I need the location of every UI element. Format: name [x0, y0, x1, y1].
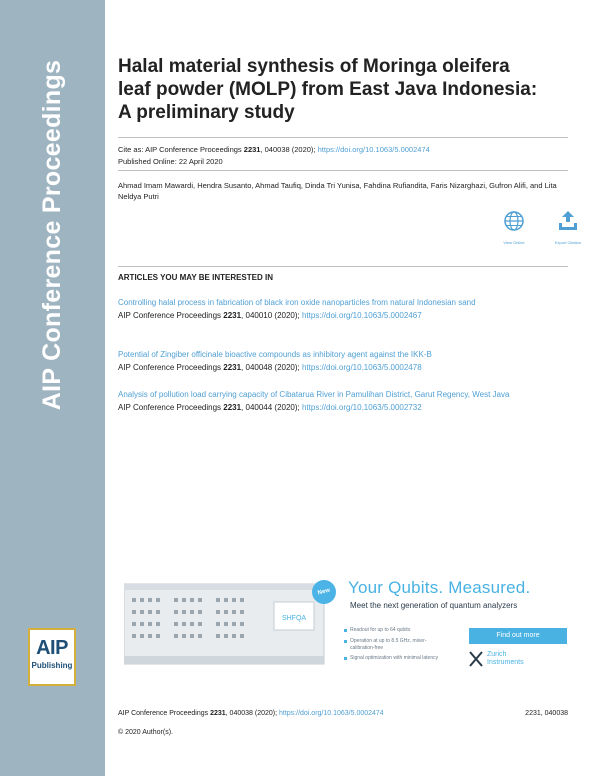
journal-sidebar: [0, 0, 105, 776]
zurich-instruments-x-icon: [469, 651, 483, 667]
related-article: [118, 297, 568, 321]
footer-citation: [118, 710, 384, 717]
footer-cite-prefix: AIP Conference Proceedings: [118, 710, 211, 717]
quantum-analyzer-device-image: [124, 578, 334, 670]
citation-volume: 2231: [223, 403, 242, 412]
main-content: [118, 0, 582, 776]
cite-prefix: Cite as: AIP Conference Proceedings: [118, 145, 244, 154]
published-date: Published Online: 22 April 2020: [118, 157, 223, 166]
related-article-title-link[interactable]: Analysis of pollution load carrying capacity of Cibatarua River in Pamulihan District, Garut Regency, West Java: [118, 390, 510, 399]
export-citation-button[interactable]: [548, 210, 588, 245]
journal-title: AIP Conference Proceedings: [38, 59, 66, 411]
ad-headline: Your Qubits. Measured.: [348, 578, 531, 597]
globe-icon: [503, 210, 525, 232]
divider: [118, 170, 568, 171]
divider: [118, 266, 568, 267]
divider: [118, 137, 568, 138]
cite-suffix: , 040038 (2020);: [260, 145, 318, 154]
cite-volume: 2231: [243, 145, 261, 154]
citation-prefix: AIP Conference Proceedings: [118, 363, 224, 372]
logo-text-aip: AIP: [36, 637, 68, 659]
footer-cite-suffix: , 040038 (2020);: [225, 710, 279, 717]
footer-page-number: 2231, 040038: [525, 710, 568, 717]
citation-volume: 2231: [223, 311, 242, 320]
related-article: [118, 389, 568, 413]
citation-suffix: , 040010 (2020);: [241, 311, 302, 320]
related-article-title-link[interactable]: Controlling halal process in fabrication of black iron oxide nanoparticles from natural Indonesian sand: [118, 298, 476, 307]
citation-prefix: AIP Conference Proceedings: [118, 311, 224, 320]
view-online-label: View Online: [503, 240, 525, 245]
related-article-citation: [118, 362, 568, 373]
citation-suffix: , 040044 (2020);: [241, 403, 302, 412]
company-name-line-1: Zurich: [487, 651, 507, 658]
related-article-doi-link[interactable]: https://doi.org/10.1063/5.0002467: [301, 311, 422, 320]
related-article-citation: [118, 402, 568, 413]
footer-cite-volume: 2231: [210, 710, 226, 717]
find-out-more-button[interactable]: Find out more: [469, 628, 567, 644]
paper-doi-link[interactable]: https://doi.org/10.1063/5.0002474: [317, 145, 430, 154]
footer-doi-link[interactable]: https://doi.org/10.1063/5.0002474: [279, 710, 384, 717]
logo-text-publishing: Publishing: [31, 661, 73, 670]
paper-title: Halal material synthesis of Moringa oleifera leaf powder (MOLP) from East Java Indonesia: A preliminary study: [118, 56, 538, 123]
ad-bullet: Readout for up to 64 qubits: [350, 627, 450, 634]
new-badge: New: [309, 577, 338, 606]
ad-subheadline: Meet the next generation of quantum analyzers: [350, 601, 518, 610]
author-list: Ahmad Imam Mawardi, Hendra Susanto, Ahmad Taufiq, Dinda Tri Yunisa, Fahdina Rufiandita, Faris Nizarghazi, Gufron Alifi, and Lita Neldya Putri: [118, 181, 557, 201]
export-icon: [557, 210, 579, 232]
ad-bullet: Operation at up to 8.5 GHz, mixer-calibration-free: [350, 638, 450, 652]
related-article-title-link[interactable]: Potential of Zingiber officinale bioactive compounds as inhibitory agent against the IKK-B: [118, 350, 432, 359]
related-articles-heading: ARTICLES YOU MAY BE INTERESTED IN: [118, 273, 273, 282]
citation-volume: 2231: [223, 363, 242, 372]
zurich-instruments-text: [487, 651, 524, 667]
related-article: [118, 349, 568, 373]
cite-as-line: [118, 145, 430, 154]
export-citation-label: Export Citation: [554, 240, 582, 245]
related-article-doi-link[interactable]: https://doi.org/10.1063/5.0002732: [301, 403, 422, 412]
advertisement-banner[interactable]: [124, 564, 568, 670]
citation-suffix: , 040048 (2020);: [241, 363, 302, 372]
device-label: SHFQA: [281, 615, 307, 622]
aip-publishing-logo[interactable]: [28, 628, 76, 686]
copyright-notice: © 2020 Author(s).: [118, 729, 173, 736]
related-article-citation: [118, 310, 568, 321]
citation-prefix: AIP Conference Proceedings: [118, 403, 224, 412]
related-article-doi-link[interactable]: https://doi.org/10.1063/5.0002478: [301, 363, 422, 372]
ad-bullet: Signal optimization with minimal latency: [350, 655, 450, 662]
view-online-button[interactable]: [494, 210, 534, 245]
company-name-line-2: Instruments: [487, 659, 524, 666]
